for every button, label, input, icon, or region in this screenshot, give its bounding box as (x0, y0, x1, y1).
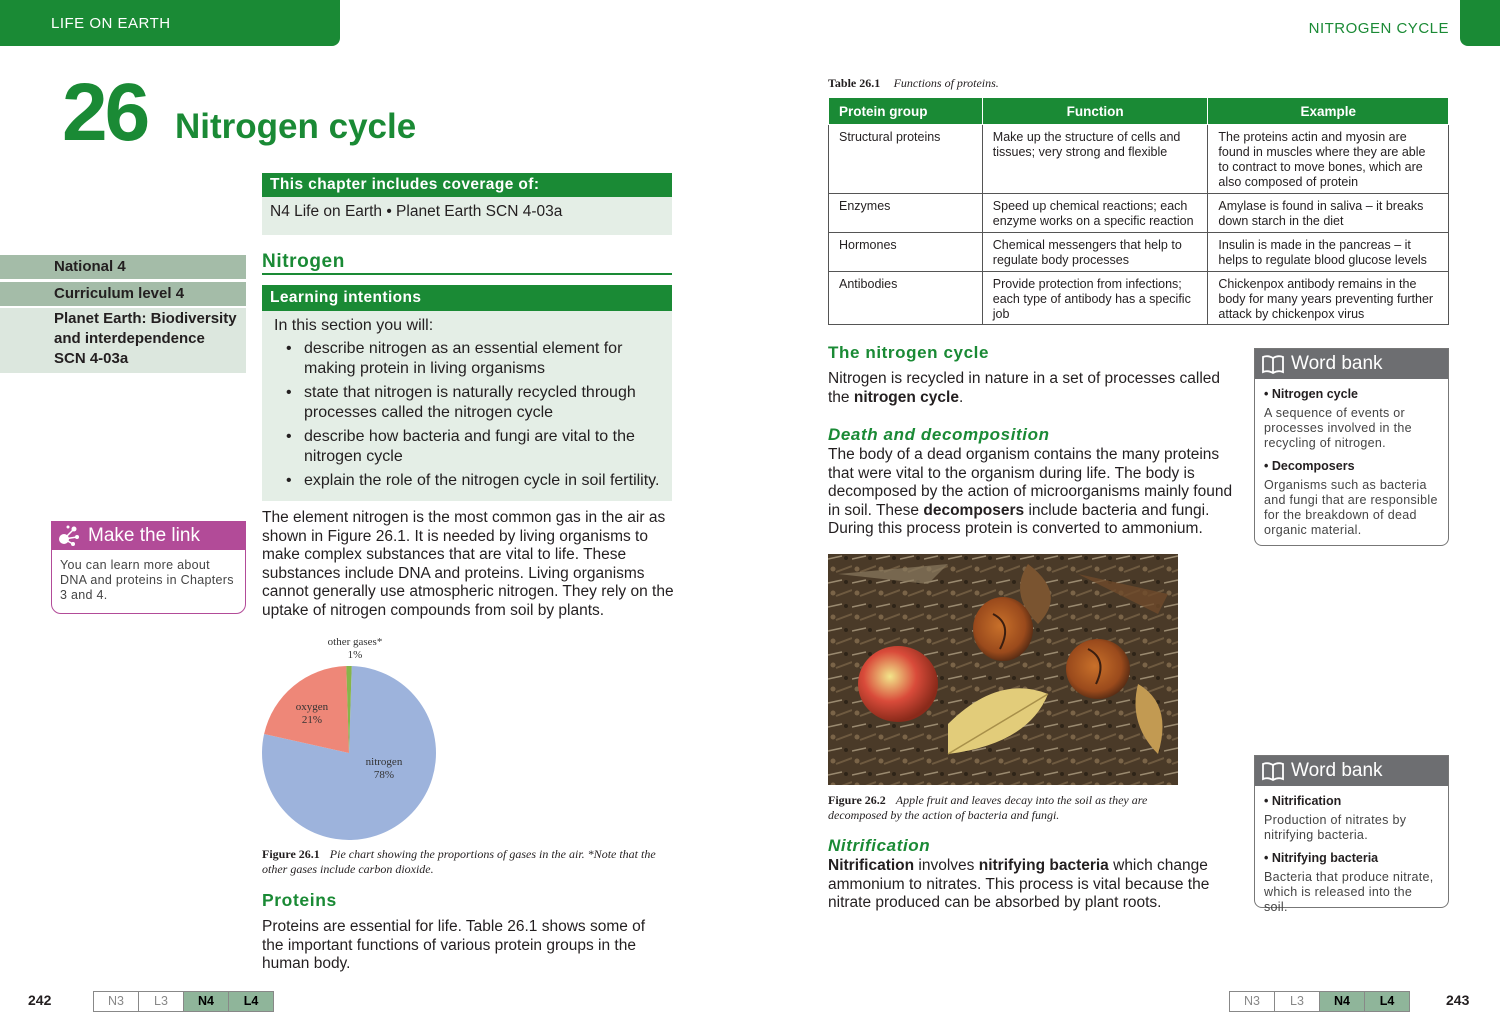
death-decomposition-heading: Death and decomposition (828, 425, 1050, 444)
nitrification-text-1: involves (914, 857, 979, 874)
learning-item: • describe how bacteria and fungi are vital to the nitrogen cycle (304, 427, 660, 467)
level-n3: N3 (1230, 992, 1275, 1011)
figure-26-2-text: Apple fruit and leaves decay into the soil as they are decomposed by the action of bacteria and fungi. (828, 793, 1148, 822)
nitrification-bold-1: Nitrification (828, 857, 915, 874)
table-header-cell: Protein group (829, 98, 983, 125)
word-bank-1 (1254, 348, 1449, 546)
learning-body (262, 311, 672, 501)
outcome-text: Planet Earth: Biodiversity and interdependence SCN 4-03a (0, 308, 246, 373)
curriculum-level: Curriculum level 4 (0, 282, 246, 306)
learning-intro: In this section you will: (274, 317, 434, 334)
pie-label-oxygen: oxygen 21% (295, 701, 329, 726)
death-text-a: The body of a dead organism contains the many proteins that were vital to the organism during life. The body is decomposed by the action of microorganisms mainly found in soil. These (828, 446, 1233, 519)
level-n4: N4 (1320, 992, 1365, 1011)
learning-heading: Learning intentions (262, 285, 672, 311)
word-bank-2 (1254, 755, 1449, 914)
page-number-right: 243 (1446, 992, 1470, 1008)
word-bank-1-header (1255, 349, 1448, 379)
cycle-text-a: Nitrogen is recycled in nature in a set of processes called the (828, 370, 1221, 406)
figure-26-1-label: Figure 26.1 (262, 847, 320, 861)
chapter-number: 26 (62, 67, 148, 158)
word-bank-definition: Organisms such as bacteria and fungi that are responsible for the breakdown of dead organic material. (1264, 478, 1438, 537)
nitrogen-cycle-heading: The nitrogen cycle (828, 343, 990, 362)
figure-26-2-caption (828, 793, 1188, 822)
table-cell: Insulin is made in the pancreas – it helps to regulate blood glucose levels (1208, 233, 1449, 272)
level-n4: N4 (184, 992, 229, 1011)
death-decomposition-paragraph (828, 446, 1243, 539)
decaying-apples-photo (828, 554, 1178, 785)
make-link-title: Make the link (88, 525, 200, 546)
molecule-icon (56, 524, 82, 548)
figure-26-1-caption (262, 847, 677, 876)
make-the-link-box (51, 521, 246, 614)
level-sidebar (0, 255, 246, 373)
table-cell: Chickenpox antibody remains in the body for many years preventing further attack by chickenpox virus (1208, 272, 1449, 325)
table-header-cell: Example (1208, 98, 1449, 125)
learning-intentions-box (262, 285, 672, 501)
word-bank-term: • Nitrification (1264, 794, 1342, 808)
word-bank-2-title: Word bank (1291, 760, 1383, 781)
table-cell: Enzymes (829, 194, 983, 233)
figure-26-1-text: Pie chart showing the proportions of gases in the air. *Note that the other gases include carbon dioxide. (262, 847, 656, 876)
word-bank-2-header (1255, 756, 1448, 786)
nitrogen-heading (262, 251, 672, 275)
figure-26-2-label: Figure 26.2 (828, 793, 886, 807)
level-n3: N3 (94, 992, 139, 1011)
death-bold: decomposers (923, 501, 1025, 519)
protein-functions-table (828, 97, 1449, 325)
table-cell: Antibodies (829, 272, 983, 325)
pie-label-other-gases: other gases* 1% (327, 636, 383, 661)
word-bank-definition: Bacteria that produce nitrate, which is released into the soil. (1264, 870, 1434, 914)
word-bank-2-body (1255, 786, 1448, 933)
table-cell: The proteins actin and myosin are found in muscles where they are able to contract to move bones, which are also composed of protein (1208, 125, 1449, 194)
death-text-b: include bacteria and fungi. During this process protein is converted to ammonium. (828, 501, 1210, 537)
table-cell: Make up the structure of cells and tissues; very strong and flexible (982, 125, 1208, 194)
table-label: Table 26.1 (828, 76, 881, 90)
header-right-title: NITROGEN CYCLE (1308, 20, 1449, 37)
table-cell: Hormones (829, 233, 983, 272)
table-row (829, 125, 1449, 194)
level-l4: L4 (229, 992, 273, 1011)
nitrogen-paragraph: The element nitrogen is the most common gas in the air as shown in Figure 26.1. It is needed by living organisms to make complex substances that are vital to life. These substances include DNA and proteins. Living organisms cannot generally use atmospheric nitrogen. They rely on the uptake of nitrogen compounds from soil by plants. (262, 509, 674, 619)
nitrification-bold-2: nitrifying bacteria (978, 857, 1109, 874)
make-link-header (52, 522, 245, 550)
coverage-text: N4 Life on Earth • Planet Earth SCN 4-03a (262, 197, 672, 235)
coverage-box (262, 173, 672, 235)
nitrification-text-2: which change ammonium to nitrates. This process is vital because the nitrate produced can be absorbed by plant roots. (828, 857, 1210, 911)
word-bank-1-title: Word bank (1291, 353, 1383, 374)
header-tab-left (0, 0, 340, 46)
page-number-left: 242 (28, 992, 52, 1008)
header-left-title: LIFE ON EARTH (51, 14, 171, 32)
nitrification-heading: Nitrification (828, 836, 931, 855)
gas-pie-chart (255, 632, 495, 847)
national-level: National 4 (0, 255, 246, 279)
proteins-paragraph: Proteins are essential for life. Table 26.1 shows some of the important functions of various protein groups in the human body. (262, 918, 646, 972)
level-l3: L3 (139, 992, 184, 1011)
table-row (829, 272, 1449, 325)
table-row (829, 233, 1449, 272)
book-icon (1261, 761, 1285, 781)
table-caption-text: Functions of proteins. (893, 76, 999, 90)
word-bank-term: • Nitrogen cycle (1264, 387, 1358, 401)
table-cell: Speed up chemical reactions; each enzyme works on a specific reaction (982, 194, 1208, 233)
level-indicator-left (93, 991, 274, 1012)
table-cell: Structural proteins (829, 125, 983, 194)
header-tab-right (1460, 0, 1500, 46)
nitrification-paragraph (828, 857, 1238, 913)
word-bank-term: • Nitrifying bacteria (1264, 851, 1379, 865)
level-l4: L4 (1365, 992, 1409, 1011)
learning-item: • describe nitrogen as an essential element for making protein in living organisms (304, 339, 660, 379)
learning-item: • explain the role of the nitrogen cycle in soil fertility. (304, 471, 660, 491)
cycle-bold: nitrogen cycle (853, 388, 959, 406)
table-cell: Amylase is found in saliva – it breaks down starch in the diet (1208, 194, 1449, 233)
table-header-cell: Function (982, 98, 1208, 125)
word-bank-1-body (1255, 379, 1448, 556)
proteins-heading: Proteins (262, 890, 337, 910)
table-caption (828, 76, 999, 91)
pie-label-nitrogen: nitrogen 78% (365, 756, 403, 781)
chapter-title: Nitrogen cycle (175, 107, 417, 146)
table-header-row (829, 98, 1449, 125)
level-l3: L3 (1275, 992, 1320, 1011)
learning-item: • state that nitrogen is naturally recycled through processes called the nitrogen cycle (304, 383, 660, 423)
cycle-text-b: . (958, 388, 964, 406)
table-cell: Provide protection from infections; each type of antibody has a specific job (982, 272, 1208, 325)
word-bank-term: • Decomposers (1264, 459, 1355, 473)
make-link-text: You can learn more about DNA and proteins in Chapters 3 and 4. (60, 558, 234, 602)
table-cell: Chemical messengers that help to regulate body processes (982, 233, 1208, 272)
book-icon (1261, 354, 1285, 374)
nitrogen-cycle-paragraph (828, 370, 1238, 407)
nitrogen-heading-text: Nitrogen (262, 251, 345, 272)
table-row (829, 194, 1449, 233)
level-indicator-right (1229, 991, 1410, 1012)
word-bank-definition: A sequence of events or processes involved in the recycling of nitrogen. (1264, 406, 1412, 450)
word-bank-definition: Production of nitrates by nitrifying bacteria. (1264, 813, 1407, 842)
coverage-heading: This chapter includes coverage of: (262, 173, 672, 197)
